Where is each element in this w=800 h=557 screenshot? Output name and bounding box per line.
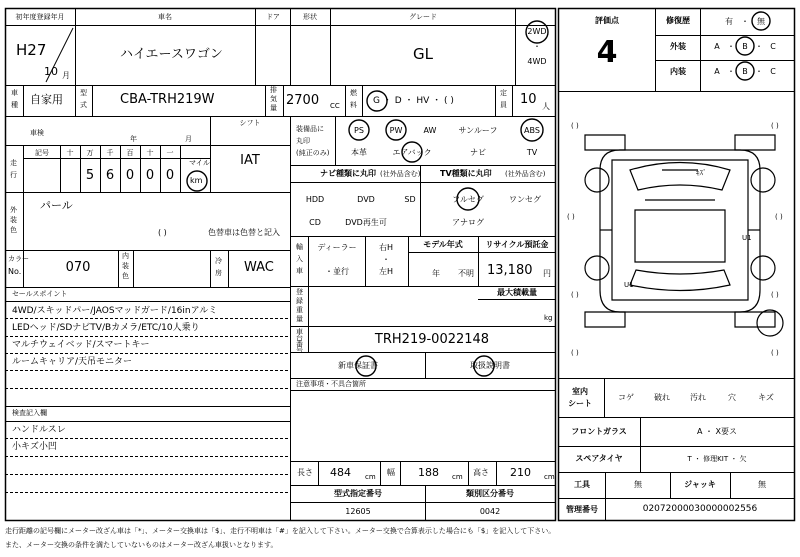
digit-1: 5 xyxy=(85,168,95,183)
seat-hole: 穴 xyxy=(728,393,736,402)
import-label-2: 入 xyxy=(296,255,303,263)
equipment-label: 装備品に xyxy=(296,125,324,133)
width-label: 幅 xyxy=(387,468,395,477)
navi-hdd: HDD xyxy=(305,195,325,204)
seat-scratch: キズ xyxy=(758,393,774,402)
chassis-label-4: 号 xyxy=(296,346,303,354)
repair-dot: ・ xyxy=(741,17,749,26)
inspector-label: 検査記入欄 xyxy=(12,409,47,417)
seat-burn: コゲ xyxy=(618,393,634,402)
repair-no: 無 xyxy=(757,17,765,26)
recycle-label: リサイクル預託金 xyxy=(485,240,549,249)
equip-navi: ナビ xyxy=(470,148,486,157)
navi-cd: CD xyxy=(309,218,321,227)
drive-4wd: 4WD xyxy=(527,57,547,66)
jack-value: 無 xyxy=(758,480,766,489)
type-no: 12605 xyxy=(345,507,371,516)
model-label-1: 型 xyxy=(80,89,87,97)
model-year-label: モデル年式 xyxy=(423,240,463,249)
import-label-1: 輸 xyxy=(296,243,303,251)
diagram-mark-3: ( ) xyxy=(567,213,575,221)
equip-leather: 本革 xyxy=(351,148,367,157)
shape-label: 形状 xyxy=(303,13,317,21)
import-dealer: ディーラー xyxy=(317,243,357,252)
interior-color-label-3: 色 xyxy=(122,272,129,280)
month-unit: 月 xyxy=(62,71,70,80)
color-no-label-2: No. xyxy=(8,267,22,276)
class-no: 0042 xyxy=(479,507,501,516)
digit-label-hyaku: 百 xyxy=(126,149,134,157)
first-reg-era: H27 xyxy=(16,41,47,59)
capacity-unit: 人 xyxy=(542,102,550,111)
diagram-note-u1-right: U1 xyxy=(742,234,752,242)
displacement-label-2: 気 xyxy=(270,95,277,103)
diagram-note-u1-left: U1 xyxy=(624,281,634,289)
color-label-1: 外 xyxy=(10,206,17,214)
exterior-dot1: ・ xyxy=(727,42,735,51)
equip-aw: AW xyxy=(423,126,437,135)
interior-dot2: ・ xyxy=(755,67,763,76)
import-left-h: 左H xyxy=(378,267,394,276)
diagram-mark-8: ( ) xyxy=(771,349,779,357)
recycle-value: 13,180 xyxy=(487,263,533,278)
tv-analog: アナログ xyxy=(452,218,484,227)
mileage-label-2: 行 xyxy=(10,171,17,179)
spare-options: T ・ 修理KIT ・ 欠 xyxy=(687,455,747,463)
grade: GL xyxy=(413,45,433,63)
navi-dvd: DVD xyxy=(357,195,375,204)
seat-stain: 汚れ xyxy=(690,393,706,402)
exterior-dot2: ・ xyxy=(755,42,763,51)
width-unit: cm xyxy=(452,473,463,481)
shaken-label: 車検 xyxy=(30,129,44,137)
interior-dot1: ・ xyxy=(727,67,735,76)
fuel-options: G ・ D ・ HV ・ ( ) xyxy=(373,96,454,106)
displacement-label-3: 量 xyxy=(270,104,277,112)
equipment-label-2: 丸印 xyxy=(296,137,310,145)
inspector-line-2: 小キズ小凹 xyxy=(12,442,57,452)
digit-3: 0 xyxy=(125,168,135,183)
diagram-mark-2: ( ) xyxy=(771,122,779,130)
diagram-mark-6: ( ) xyxy=(771,291,779,299)
manual: 取扱説明書 xyxy=(470,361,510,370)
navi-dvd-play: DVD再生可 xyxy=(345,218,387,227)
import-label-3: 車 xyxy=(296,267,303,275)
digit-4: 0 xyxy=(145,168,155,183)
capacity-label-1: 定 xyxy=(500,89,507,97)
door-label: ドア xyxy=(266,13,280,21)
inspector-line-1: ハンドルスレ xyxy=(12,425,66,435)
interior-c: C xyxy=(770,67,776,76)
import-parallel: ・並行 xyxy=(325,267,349,276)
capacity: 10 xyxy=(520,92,537,107)
sales-point-line-3: マルチウェイベッド/スマートキー xyxy=(12,340,150,350)
navi-type-label: ナビ種類に丸印 xyxy=(320,169,376,178)
digit-5: 0 xyxy=(165,168,175,183)
digit-label-juu: 十 xyxy=(146,149,154,157)
equip-pw: PW xyxy=(389,126,403,135)
yen-unit: 円 xyxy=(543,269,551,278)
shift-label: シフト xyxy=(239,119,261,127)
grade-label: グレード xyxy=(409,13,437,21)
digit-label-10man: 十 xyxy=(66,149,74,157)
max-load-label: 最大積載量 xyxy=(497,288,537,297)
car-name-label: 車名 xyxy=(158,13,172,21)
sales-point-line-4: ルームキャリア/天吊モニター xyxy=(12,357,133,367)
length: 484 xyxy=(330,466,351,479)
footer-note-2: また、メーター交換の条件を満たしていないものはメーター改ざん車扱いとなります。 xyxy=(5,541,278,549)
footer-note-1: 走行距離の記号欄にメーター改ざん車は「*」、メーター交換車は「$」、走行不明車は「#」を記入して下さい。メーター交換で合算表示した場合にも「$」を記入して下さい。 xyxy=(5,527,556,535)
import-dot: ・ xyxy=(382,255,390,264)
navi-sd: SD xyxy=(404,195,416,204)
fuel-label-2: 料 xyxy=(350,101,357,109)
interior-color-label-2: 装 xyxy=(122,262,129,270)
interior-color-label-1: 内 xyxy=(122,252,129,260)
color-no: 070 xyxy=(65,260,91,275)
aircon-label-1: 冷 xyxy=(215,257,222,265)
seat-label-2: シート xyxy=(568,399,592,408)
exterior-label: 外装 xyxy=(670,42,686,51)
sales-point-line-1: 4WD/スキッドパー/JAOSマッドガード/16inアルミ xyxy=(12,306,218,316)
tools-value: 無 xyxy=(634,480,642,489)
shaken-year-unit: 年 xyxy=(130,135,137,143)
category-label-1: 車 xyxy=(11,89,18,97)
first-reg-month: 10 xyxy=(44,65,58,78)
capacity-label-2: 員 xyxy=(500,101,507,109)
car-diagram xyxy=(585,135,783,336)
aircon-label-2: 房 xyxy=(215,269,222,277)
repair-yes: 有 xyxy=(725,17,733,26)
fuel-label-1: 燃 xyxy=(350,89,357,97)
car-name: ハイエースワゴン xyxy=(120,47,223,62)
caution-label: 注意事項・不具合箇所 xyxy=(296,380,366,388)
sales-point-label: セールスポイント xyxy=(12,290,68,298)
digit-label-sen: 千 xyxy=(106,149,114,157)
mileage-label-1: 走 xyxy=(10,159,17,167)
km-label: km xyxy=(190,176,203,185)
class-no-label: 類別区分番号 xyxy=(466,489,514,498)
digit-label-kigou: 記号 xyxy=(35,149,49,157)
weight-label-2: 録 xyxy=(296,297,303,305)
color-note-paren: ( ) xyxy=(158,228,167,237)
color-label-3: 色 xyxy=(10,226,17,234)
tools-label: 工具 xyxy=(574,480,590,489)
equip-abs: ABS xyxy=(524,126,540,135)
score: 4 xyxy=(596,35,618,70)
windshield-options: A ・ X要ス xyxy=(696,427,738,436)
import-right-h: 右H xyxy=(378,243,394,252)
repair-label: 修復歴 xyxy=(666,16,690,25)
color-note: 色替車は色替と記入 xyxy=(208,228,280,237)
height-unit: cm xyxy=(544,473,555,481)
exterior-b: B xyxy=(742,42,748,51)
equip-airbag: エアバック xyxy=(392,148,432,157)
jack-label: ジャッキ xyxy=(684,480,716,489)
equip-sunroof: サンルーフ xyxy=(458,126,498,135)
cc-unit: CC xyxy=(330,102,340,110)
exterior-c: C xyxy=(770,42,776,51)
exterior-color: パール xyxy=(40,199,73,212)
drive-2wd: 2WD xyxy=(527,27,547,36)
diagram-mark-4: ( ) xyxy=(775,213,783,221)
digit-label-ichi: 一 xyxy=(166,149,174,157)
chassis-label-1: 車 xyxy=(296,328,303,336)
weight-label-3: 重 xyxy=(296,306,303,314)
chassis-label-3: 番 xyxy=(296,340,303,348)
displacement: 2700 xyxy=(286,93,320,108)
tv-type-label: TV種類に丸印 xyxy=(440,169,492,178)
model-year-unknown: 不明 xyxy=(458,269,474,278)
diagram-note-scratch: ｷｽﾞ xyxy=(696,169,707,177)
interior-a: A xyxy=(714,67,720,76)
exterior-a: A xyxy=(714,42,720,51)
tv-oneseg: ワンセグ xyxy=(509,195,541,204)
mile-label: マイル xyxy=(189,159,210,167)
digit-2: 6 xyxy=(105,168,115,183)
chassis-label-2: 台 xyxy=(296,334,303,342)
type-no-label: 型式指定番号 xyxy=(334,489,382,498)
diagram-mark-5: ( ) xyxy=(571,291,579,299)
digit-label-man: 万 xyxy=(86,149,94,157)
score-label: 評価点 xyxy=(595,16,619,25)
spare-label: スペアタイヤ xyxy=(575,454,623,463)
sales-point-line-2: LEDヘッド/SDナビTV/Bカメラ/ETC/10人乗り xyxy=(12,323,200,333)
navi-type-sub: (社外品含む) xyxy=(380,170,421,178)
interior-b: B xyxy=(742,67,748,76)
mgmt-no: 02072000030000002556 xyxy=(642,504,758,514)
weight-label-4: 量 xyxy=(296,315,303,323)
height: 210 xyxy=(510,466,531,479)
color-label-2: 装 xyxy=(10,216,17,224)
diagram-mark-1: ( ) xyxy=(571,122,579,130)
shift: IAT xyxy=(240,153,260,168)
shaken-month-unit: 月 xyxy=(185,135,192,143)
kg-unit: kg xyxy=(544,314,553,322)
chassis-no: TRH219-0022148 xyxy=(374,332,490,347)
interior-label: 内装 xyxy=(670,67,686,76)
length-unit: cm xyxy=(365,473,376,481)
equip-ps: PS xyxy=(354,126,364,135)
model-year-unit: 年 xyxy=(432,269,440,278)
diagram-mark-7: ( ) xyxy=(571,349,579,357)
seat-tear: 破れ xyxy=(654,393,670,402)
seat-label-1: 室内 xyxy=(572,387,588,396)
color-no-label-1: カラー xyxy=(8,255,29,263)
model-label-2: 式 xyxy=(80,101,87,109)
weight-label-1: 登 xyxy=(296,288,303,296)
height-label: 高さ xyxy=(473,468,489,477)
category: 自家用 xyxy=(30,93,63,106)
equip-tv: TV xyxy=(526,148,538,157)
aircon: WAC xyxy=(244,260,274,275)
drive-dot: ・ xyxy=(533,42,541,51)
length-label: 長さ xyxy=(297,468,313,477)
tv-fullseg: フルセグ xyxy=(452,195,484,204)
width: 188 xyxy=(418,466,439,479)
first-reg-label: 初年度登録年月 xyxy=(15,13,65,21)
displacement-label-1: 排 xyxy=(270,86,277,94)
category-label-2: 種 xyxy=(11,101,18,109)
mgmt-label: 管理番号 xyxy=(566,505,598,514)
equipment-label-3: (純正のみ) xyxy=(296,149,330,157)
new-warranty: 新車保証書 xyxy=(338,361,378,370)
windshield-label: フロントガラス xyxy=(571,427,627,436)
tv-type-sub: (社外品含む) xyxy=(505,170,546,178)
model: CBA-TRH219W xyxy=(120,92,215,107)
